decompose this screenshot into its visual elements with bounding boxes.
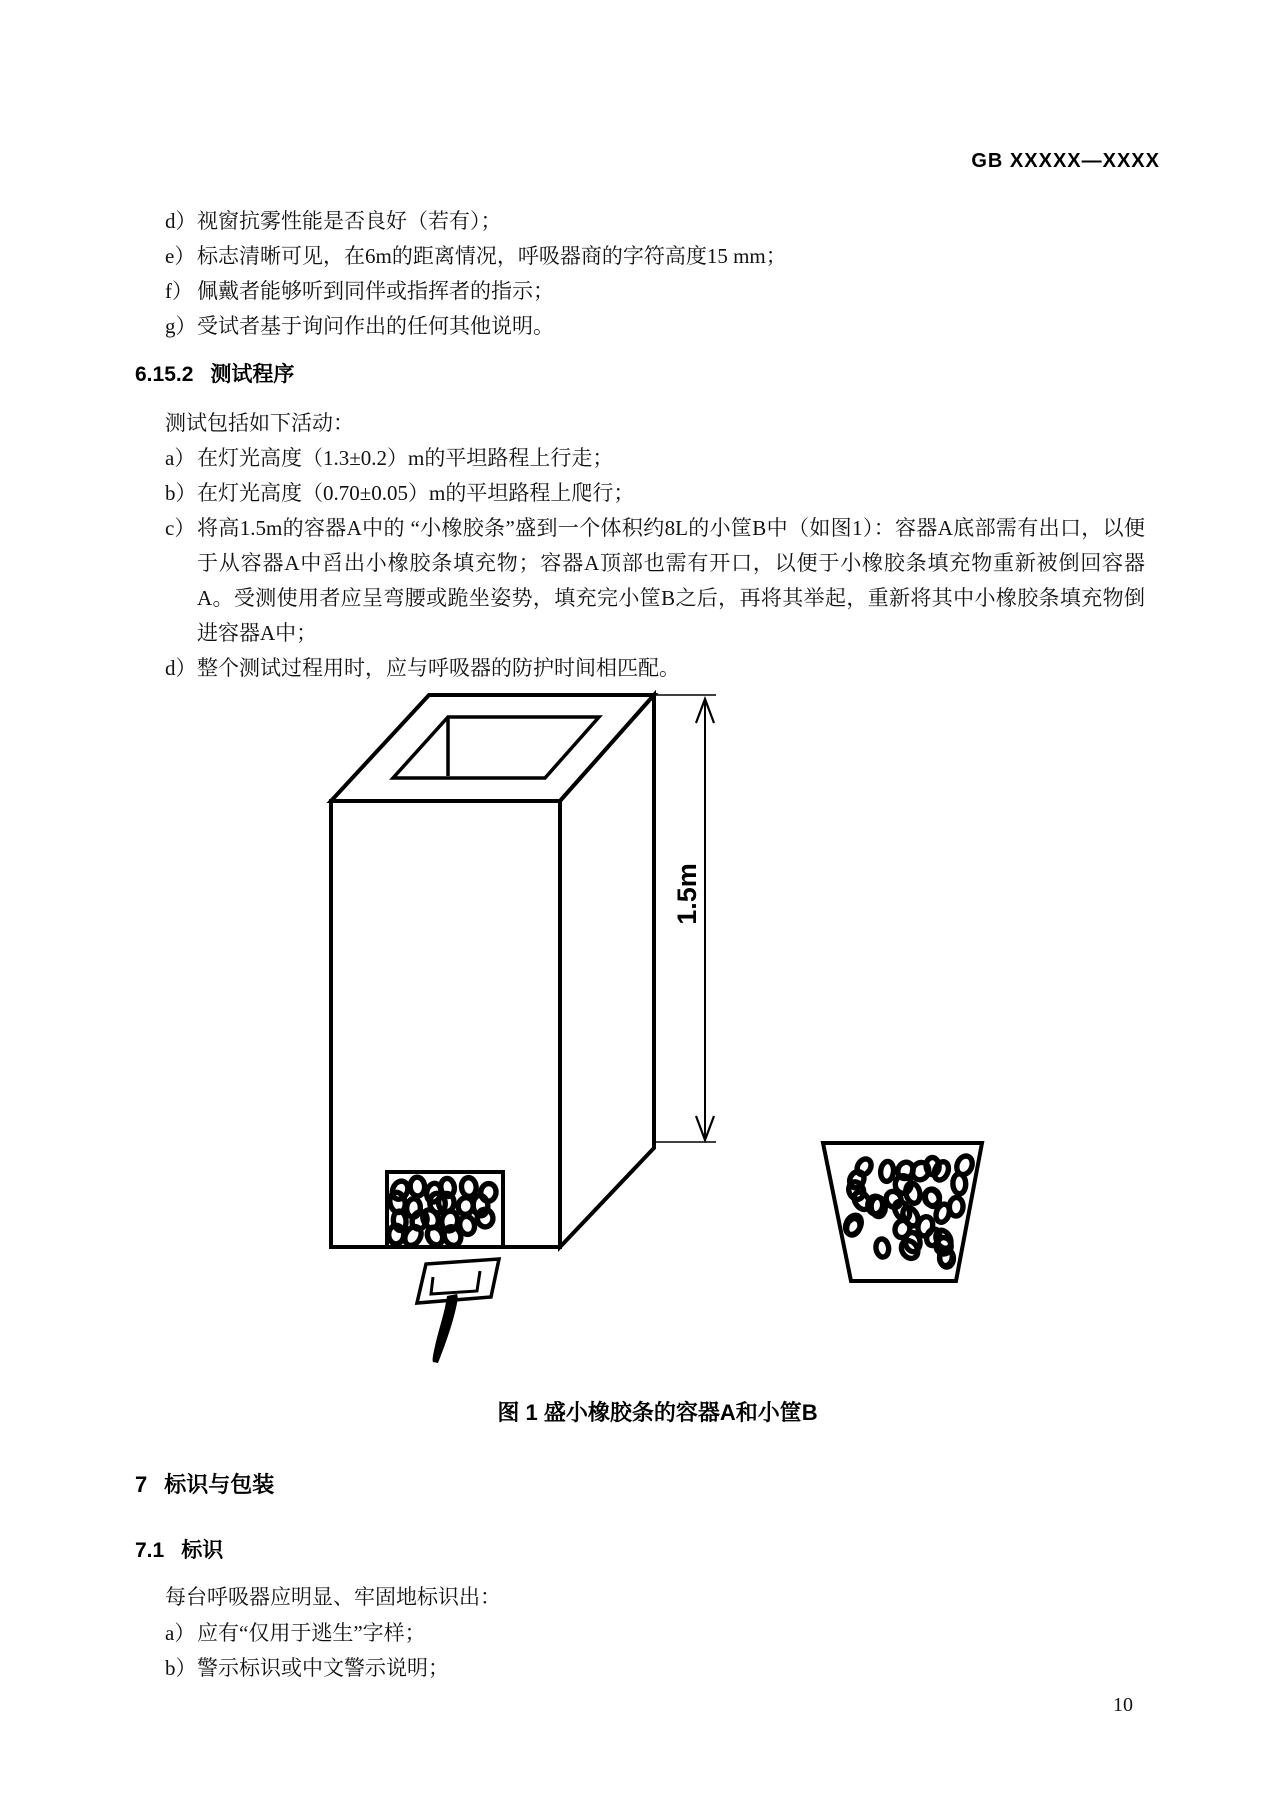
list-item-label: b） xyxy=(165,481,197,505)
list-item-label: f） xyxy=(165,279,193,303)
list-item xyxy=(165,476,1155,511)
page-number: 10 xyxy=(1113,1694,1133,1716)
list-item-text: 标志清晰可见，在6m的距离情况，呼吸器商的字符高度15 mm； xyxy=(197,244,787,268)
list-item-text: 应有“仅用于逃生”字样； xyxy=(197,1621,426,1645)
dimension-label: 1.5m xyxy=(672,863,702,925)
list-item-text: 佩戴者能够听到同伴或指挥者的指示； xyxy=(197,279,554,303)
list-item-text: 在灯光高度（1.3±0.2）m的平坦路程上行走； xyxy=(197,446,614,470)
list-item-label: d） xyxy=(165,656,197,680)
list-item-label: a） xyxy=(165,446,196,470)
list-item xyxy=(165,309,1155,344)
list-item xyxy=(165,1651,1155,1686)
list-item-text: 将高1.5m的容器A中的 “小橡胶条”盛到一个体积约8L的小筐B中（如图1）：容器A底部需有出口，以便于从容器A中舀出小橡胶条填充物；容器A顶部也需有开口，以便于小橡胶条填充物重新被倒回容器A。受测使用者应呈弯腰或跪坐姿势，填充完小筐B之后，再将其举起，重新将其中小橡胶条填充物倒进容器A中； xyxy=(197,516,1145,645)
list-item-text: 整个测试过程用时，应与呼吸器的防护时间相匹配。 xyxy=(197,656,680,680)
section-title: 测试程序 xyxy=(210,363,295,386)
list-item xyxy=(165,441,1155,476)
list-item-label: e） xyxy=(165,244,196,268)
list-item-label: g） xyxy=(165,314,197,338)
list-item-text: 受试者基于询问作出的任何其他说明。 xyxy=(197,314,554,338)
section-heading-6-15-2 xyxy=(135,358,294,388)
list-item-label: c） xyxy=(165,516,196,540)
section-title: 标识与包装 xyxy=(164,1472,275,1497)
list-item-text: 视窗抗雾性能是否良好（若有）； xyxy=(197,209,502,233)
section-heading-7 xyxy=(135,1468,274,1499)
list-item-text: 警示标识或中文警示说明； xyxy=(197,1656,449,1680)
section-number: 7 xyxy=(135,1472,148,1497)
scoop-handle xyxy=(433,1294,458,1363)
list-item-label: a） xyxy=(165,1621,196,1645)
section-number: 7.1 xyxy=(135,1539,165,1562)
scoop-head xyxy=(417,1259,499,1303)
figure-container-a-basket-b xyxy=(280,660,1020,1380)
paragraph-lead: 每台呼吸器应明显、牢固地标识出： xyxy=(165,1585,501,1609)
section-title: 标识 xyxy=(181,1539,224,1562)
figure-caption: 图 1 盛小橡胶条的容器A和小筐B xyxy=(497,1400,818,1425)
page-header-doc-code: GB XXXXX—XXXX xyxy=(971,150,1160,172)
section-heading-7-1 xyxy=(135,1534,223,1564)
list-item-label: b） xyxy=(165,1656,197,1680)
list-item xyxy=(165,204,1155,239)
paragraph-lead: 测试包括如下活动： xyxy=(165,411,354,435)
list-item xyxy=(165,511,1155,651)
list-item xyxy=(165,239,1155,274)
list-item-label: d） xyxy=(165,209,197,233)
list-item xyxy=(165,1616,1155,1651)
list-item-text: 在灯光高度（0.70±0.05）m的平坦路程上爬行； xyxy=(197,481,635,505)
list-item xyxy=(165,274,1155,309)
section-number: 6.15.2 xyxy=(135,363,194,386)
